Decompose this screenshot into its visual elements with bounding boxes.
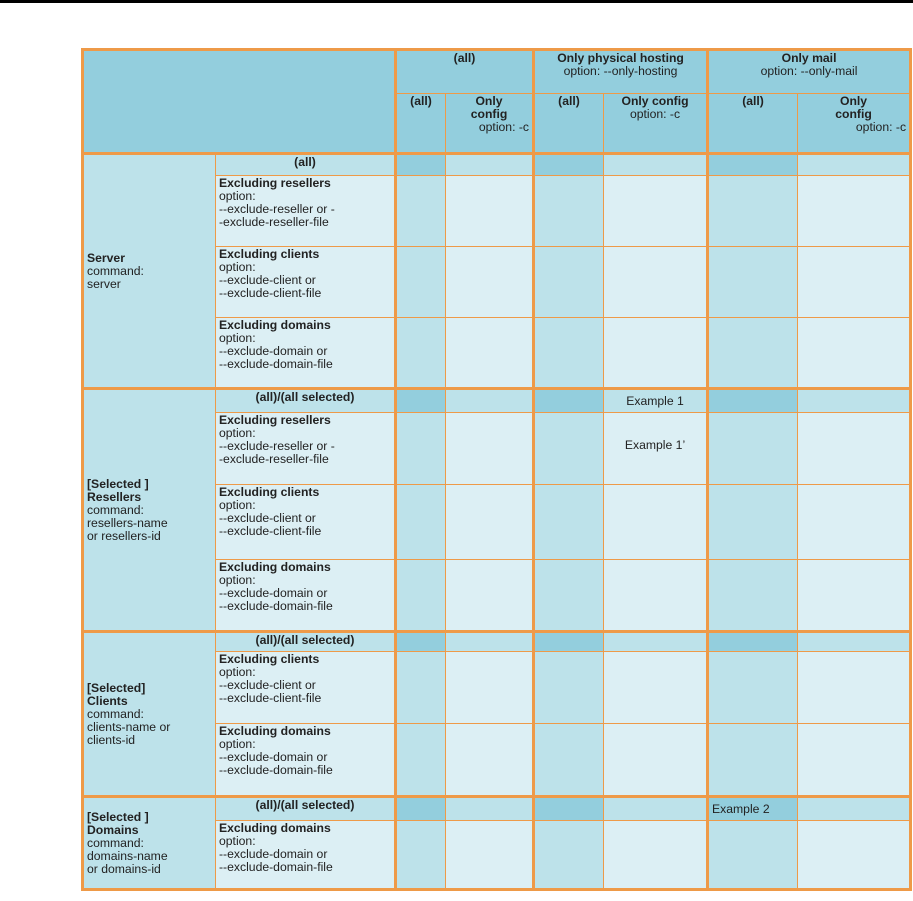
server-excl-resellers: Excluding resellers option: --exclude-reseller or - -exclude-reseller-file: [216, 176, 396, 247]
example-1: Example 1: [604, 389, 708, 413]
sub-all-2: (all): [534, 94, 604, 154]
server-filter-all: (all): [216, 153, 396, 175]
resellers-excl-domains: Excluding domains option: --exclude-domain or --exclude-domain-file: [216, 559, 396, 632]
backup-options-table: [81, 48, 912, 891]
clients-excl-clients: Excluding clients option: --exclude-client or --exclude-client-file: [216, 651, 396, 724]
row-server-label: Server command: server: [83, 153, 216, 388]
header-hosting: Only physical hosting option: --only-hosting: [534, 50, 708, 94]
sub-config-1: Only config option: -c: [446, 94, 534, 154]
sub-config-3: Only config option: -c: [798, 94, 911, 154]
example-2: Example 2: [708, 797, 798, 821]
row-resellers-label: [Selected ] Resellers command: resellers-name or resellers-id: [83, 389, 216, 632]
clients-excl-domains: Excluding domains option: --exclude-domain or --exclude-domain-file: [216, 724, 396, 797]
server-excl-domains: Excluding domains option: --exclude-domain or --exclude-domain-file: [216, 317, 396, 389]
row-domains-label: [Selected ] Domains command: domains-name or domains-id: [83, 797, 216, 890]
server-excl-clients: Excluding clients option: --exclude-client or --exclude-client-file: [216, 246, 396, 317]
sub-all-1: (all): [396, 94, 446, 154]
resellers-excl-clients: Excluding clients option: --exclude-client or --exclude-client-file: [216, 485, 396, 560]
header-mail: Only mail option: --only-mail: [708, 50, 911, 94]
header-all: (all): [396, 50, 534, 94]
sub-config-2: Only config option: -c: [604, 94, 708, 154]
row-clients-label: [Selected] Clients command: clients-name or clients-id: [83, 632, 216, 797]
top-rule: [0, 0, 913, 3]
sub-all-3: (all): [708, 94, 798, 154]
clients-filter-all: (all)/(all selected): [216, 632, 396, 651]
resellers-excl-resellers: Excluding resellers option: --exclude-reseller or - -exclude-reseller-file: [216, 413, 396, 485]
domains-filter-all: (all)/(all selected): [216, 797, 396, 821]
corner-cell: [83, 50, 396, 154]
example-1-prime: Example 1’: [604, 413, 708, 485]
resellers-filter-all: (all)/(all selected): [216, 389, 396, 413]
domains-excl-domains: Excluding domains option: --exclude-domain or --exclude-domain-file: [216, 821, 396, 890]
